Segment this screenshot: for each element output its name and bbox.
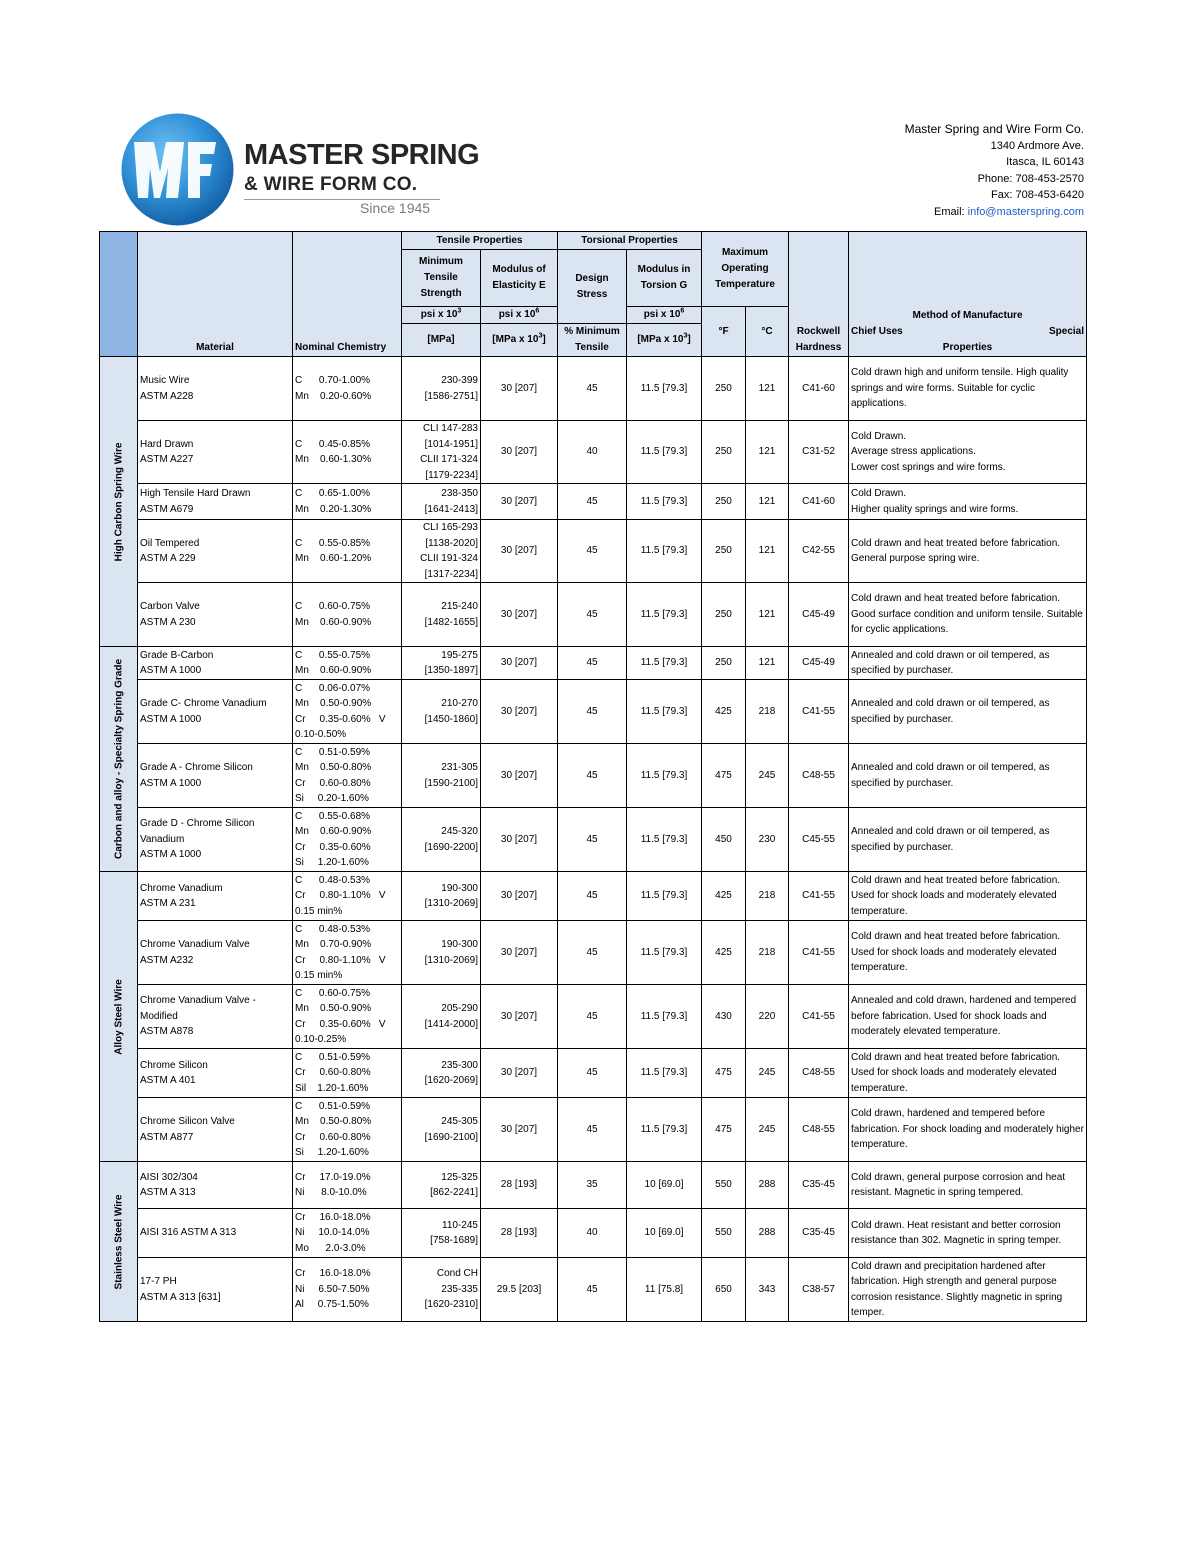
cell-temp-c: 343 (746, 1258, 789, 1322)
cell-material: High Tensile Hard Drawn ASTM A679 (138, 484, 293, 520)
cell-material: Oil Tempered ASTM A 229 (138, 520, 293, 583)
th-modulus-torsion-unit (627, 307, 702, 324)
cell-chemistry: C 0.45-0.85% Mn 0.60-1.30% (293, 421, 402, 484)
cell-design-stress: 45 (558, 520, 627, 583)
cell-material: AISI 316 ASTM A 313 (138, 1209, 293, 1258)
th-special: Special (1048, 326, 1085, 337)
cell-elasticity: 30 [207] (481, 520, 558, 583)
unit-exp: 3 (683, 332, 688, 340)
cell-uses: Cold drawn and heat treated before fabrication. Good surface condition and uniform tensile. Suitable for cyclic applications. (849, 583, 1087, 647)
group-label: Alloy Steel Wire (112, 978, 124, 1055)
table-row (100, 921, 1087, 985)
th-modulus-elasticity: Modulus of Elasticity E (481, 250, 558, 307)
cell-torsion: 11.5 [79.3] (627, 744, 702, 808)
th-chief-uses: Chief Uses (851, 326, 903, 337)
cell-rockwell: C31-52 (789, 421, 849, 484)
th-min-tensile-unit (402, 307, 481, 324)
th-tensile-properties: Tensile Properties (402, 232, 558, 250)
cell-torsion: 11.5 [79.3] (627, 985, 702, 1049)
cell-temp-c: 245 (746, 1049, 789, 1098)
cell-tensile: 230-399 [1586-2751] (402, 357, 481, 421)
table-row (100, 1098, 1087, 1162)
company-email-line (905, 204, 1084, 221)
cell-torsion: 11.5 [79.3] (627, 808, 702, 872)
cell-temp-f: 425 (702, 872, 746, 921)
cell-tensile: CLI 147-283 [1014-1951] CLII 171-324 [1179-2234] (402, 421, 481, 484)
cell-material: Grade C- Chrome Vanadium ASTM A 1000 (138, 680, 293, 744)
cell-temp-f: 250 (702, 520, 746, 583)
cell-elasticity: 28 [193] (481, 1209, 558, 1258)
table-row (100, 484, 1087, 520)
cell-chemistry: C 0.70-1.00% Mn 0.20-0.60% (293, 357, 402, 421)
th-material: Material (138, 232, 293, 357)
cell-elasticity: 30 [207] (481, 484, 558, 520)
th-deg-c: °C (746, 307, 789, 357)
cell-uses: Annealed and cold drawn or oil tempered, as specified by purchaser. (849, 744, 1087, 808)
table-row (100, 583, 1087, 647)
cell-elasticity: 30 [207] (481, 583, 558, 647)
company-contact (905, 121, 1084, 221)
th-method-sub (851, 324, 1084, 340)
unit-text: psi x 10 (498, 309, 536, 320)
cell-elasticity: 30 [207] (481, 421, 558, 484)
company-fax: Fax: 708-453-6420 (991, 189, 1084, 202)
cell-temp-c: 288 (746, 1209, 789, 1258)
group-header-cell (100, 232, 138, 357)
cell-torsion: 11.5 [79.3] (627, 647, 702, 680)
unit-exp: 6 (680, 307, 685, 315)
cell-elasticity: 30 [207] (481, 1098, 558, 1162)
cell-design-stress: 45 (558, 1258, 627, 1322)
cell-tensile: 210-270 [1450-1860] (402, 680, 481, 744)
th-min-tensile-mpa: [MPa] (402, 324, 481, 357)
cell-chemistry: C 0.60-0.75% Mn 0.60-0.90% (293, 583, 402, 647)
th-rockwell: Rockwell Hardness (789, 232, 849, 357)
cell-uses: Cold Drawn. Higher quality springs and wire forms. (849, 484, 1087, 520)
th-modulus-torsion: Modulus in Torsion G (627, 250, 702, 307)
cell-design-stress: 45 (558, 1098, 627, 1162)
cell-material: Grade A - Chrome Silicon ASTM A 1000 (138, 744, 293, 808)
cell-material: Grade B-Carbon ASTM A 1000 (138, 647, 293, 680)
cell-material: 17-7 PH ASTM A 313 [631] (138, 1258, 293, 1322)
th-max-temp: Maximum Operating Temperature (702, 232, 789, 307)
table-row (100, 520, 1087, 583)
th-torsional-properties: Torsional Properties (558, 232, 702, 250)
cell-material: Carbon Valve ASTM A 230 (138, 583, 293, 647)
email-label: Email: (934, 205, 965, 218)
cell-rockwell: C38-57 (789, 1258, 849, 1322)
cell-chemistry: C 0.55-0.85% Mn 0.60-1.20% (293, 520, 402, 583)
cell-tensile: 245-305 [1690-2100] (402, 1098, 481, 1162)
cell-rockwell: C48-55 (789, 744, 849, 808)
cell-rockwell: C35-45 (789, 1162, 849, 1209)
cell-design-stress: 45 (558, 357, 627, 421)
th-min-tensile: Minimum Tensile Strength (402, 250, 481, 307)
th-method (849, 232, 1087, 357)
cell-elasticity: 30 [207] (481, 985, 558, 1049)
cell-temp-c: 245 (746, 1098, 789, 1162)
cell-material: AISI 302/304 ASTM A 313 (138, 1162, 293, 1209)
cell-elasticity: 30 [207] (481, 744, 558, 808)
cell-torsion: 11.5 [79.3] (627, 484, 702, 520)
cell-temp-f: 250 (702, 647, 746, 680)
cell-material: Chrome Silicon ASTM A 401 (138, 1049, 293, 1098)
table-row (100, 421, 1087, 484)
cell-material: Chrome Vanadium Valve ASTM A232 (138, 921, 293, 985)
company-name: Master Spring and Wire Form Co. (904, 122, 1084, 136)
cell-rockwell: C41-55 (789, 680, 849, 744)
th-properties: Properties (942, 342, 993, 353)
cell-elasticity: 30 [207] (481, 921, 558, 985)
cell-tensile: 205-290 [1414-2000] (402, 985, 481, 1049)
company-address: 1340 Ardmore Ave. (990, 139, 1084, 152)
cell-torsion: 10 [69.0] (627, 1162, 702, 1209)
th-modulus-elasticity-mpa: [MPa x $10^3$] (481, 324, 558, 357)
cell-temp-f: 475 (702, 744, 746, 808)
unit-exp: 6 (535, 307, 540, 315)
cell-elasticity: 29.5 [203] (481, 1258, 558, 1322)
cell-elasticity: 30 [207] (481, 808, 558, 872)
cell-elasticity: 28 [193] (481, 1162, 558, 1209)
cell-uses: Cold Drawn. Average stress applications. Lower cost springs and wire forms. (849, 421, 1087, 484)
cell-design-stress: 40 (558, 421, 627, 484)
cell-torsion: 10 [69.0] (627, 1209, 702, 1258)
cell-torsion: 11.5 [79.3] (627, 357, 702, 421)
cell-rockwell: C45-55 (789, 808, 849, 872)
cell-chemistry: C 0.51-0.59% Cr 0.60-0.80% Sil 1.20-1.60% (293, 1049, 402, 1098)
group-label-cell (100, 1162, 138, 1322)
cell-chemistry: C 0.48-0.53% Mn 0.70-0.90% Cr 0.80-1.10% V 0.15 min% (293, 921, 402, 985)
cell-chemistry: C 0.06-0.07% Mn 0.50-0.90% Cr 0.35-0.60% V 0.10-0.50% (293, 680, 402, 744)
cell-tensile: 215-240 [1482-1655] (402, 583, 481, 647)
th-nominal-chemistry: Nominal Chemistry (293, 232, 402, 357)
spring-wire-spec-table (99, 231, 1087, 1322)
cell-uses: Cold drawn and heat treated before fabrication. Used for shock loads and moderately elevated temperature. (849, 921, 1087, 985)
table-row (100, 1049, 1087, 1098)
table-row (100, 1258, 1087, 1322)
cell-temp-f: 425 (702, 921, 746, 985)
th-deg-f: °F (702, 307, 746, 357)
cell-rockwell: C41-55 (789, 921, 849, 985)
cell-tensile: CLI 165-293 [1138-2020] CLII 191-324 [1317-2234] (402, 520, 481, 583)
table-row (100, 1162, 1087, 1209)
cell-material: Chrome Silicon Valve ASTM A877 (138, 1098, 293, 1162)
cell-rockwell: C41-60 (789, 357, 849, 421)
brand-since: Since 1945 (360, 200, 431, 216)
email-link[interactable]: info@masterspring.com (967, 205, 1084, 218)
company-phone: Phone: 708-453-2570 (977, 172, 1084, 185)
cell-temp-f: 250 (702, 484, 746, 520)
th-method-title: Method of Manufacture (912, 310, 1023, 321)
table-row (100, 872, 1087, 921)
cell-chemistry: C 0.51-0.59% Mn 0.50-0.80% Cr 0.60-0.80% Si 0.20-1.60% (293, 744, 402, 808)
company-city: Itasca, IL 60143 (1006, 156, 1084, 169)
cell-tensile: 195-275 [1350-1897] (402, 647, 481, 680)
cell-material: Chrome Vanadium Valve - Modified ASTM A878 (138, 985, 293, 1049)
spec-table-body (100, 357, 1087, 1322)
cell-torsion: 11.5 [79.3] (627, 1049, 702, 1098)
cell-torsion: 11.5 [79.3] (627, 583, 702, 647)
cell-torsion: 11.5 [79.3] (627, 1098, 702, 1162)
cell-design-stress: 35 (558, 1162, 627, 1209)
cell-elasticity: 30 [207] (481, 680, 558, 744)
cell-rockwell: C48-55 (789, 1098, 849, 1162)
cell-tensile: 245-320 [1690-2200] (402, 808, 481, 872)
group-label-cell (100, 357, 138, 647)
th-modulus-torsion-mpa: [MPa x $10^3$] (627, 324, 702, 357)
cell-torsion: 11.5 [79.3] (627, 520, 702, 583)
cell-torsion: 11.5 [79.3] (627, 872, 702, 921)
cell-tensile: 190-300 [1310-2069] (402, 872, 481, 921)
cell-temp-f: 475 (702, 1049, 746, 1098)
cell-elasticity: 30 [207] (481, 872, 558, 921)
cell-temp-c: 121 (746, 520, 789, 583)
cell-chemistry: C 0.65-1.00% Mn 0.20-1.30% (293, 484, 402, 520)
cell-temp-f: 550 (702, 1209, 746, 1258)
group-label: Stainless Steel Wire (112, 1194, 124, 1289)
table-row (100, 680, 1087, 744)
cell-temp-c: 218 (746, 872, 789, 921)
cell-uses: Cold drawn high and uniform tensile. High quality springs and wire forms. Suitable for cyclic applications. (849, 357, 1087, 421)
cell-material: Music Wire ASTM A228 (138, 357, 293, 421)
cell-temp-c: 220 (746, 985, 789, 1049)
cell-chemistry: Cr 16.0-18.0% Ni 10.0-14.0% Mo 2.0-3.0% (293, 1209, 402, 1258)
cell-temp-f: 430 (702, 985, 746, 1049)
group-label: High Carbon Spring Wire (112, 442, 124, 561)
cell-uses: Annealed and cold drawn or oil tempered, as specified by purchaser. (849, 808, 1087, 872)
cell-material: Grade D - Chrome Silicon Vanadium ASTM A 1000 (138, 808, 293, 872)
cell-design-stress: 45 (558, 583, 627, 647)
cell-design-stress: 45 (558, 1049, 627, 1098)
cell-temp-f: 650 (702, 1258, 746, 1322)
cell-chemistry: Cr 17.0-19.0% Ni 8.0-10.0% (293, 1162, 402, 1209)
unit-text: psi x 10 (420, 309, 458, 320)
cell-uses: Cold drawn, general purpose corrosion and heat resistant. Magnetic in spring tempered. (849, 1162, 1087, 1209)
cell-elasticity: 30 [207] (481, 647, 558, 680)
cell-tensile: Cond CH 235-335 [1620-2310] (402, 1258, 481, 1322)
group-label-cell (100, 647, 138, 872)
cell-temp-c: 121 (746, 484, 789, 520)
unit-exp: 3 (457, 307, 462, 315)
cell-tensile: 110-245 [758-1689] (402, 1209, 481, 1258)
cell-chemistry: C 0.55-0.75% Mn 0.60-0.90% (293, 647, 402, 680)
cell-rockwell: C41-55 (789, 985, 849, 1049)
cell-temp-c: 121 (746, 357, 789, 421)
cell-tensile: 238-350 [1641-2413] (402, 484, 481, 520)
cell-design-stress: 45 (558, 484, 627, 520)
th-design-stress: Design Stress (558, 250, 627, 324)
cell-torsion: 11.5 [79.3] (627, 921, 702, 985)
group-label-cell (100, 872, 138, 1162)
unit-text: psi x 10 (643, 309, 681, 320)
cell-torsion: 11.5 [79.3] (627, 421, 702, 484)
cell-design-stress: 45 (558, 744, 627, 808)
cell-uses: Cold drawn, hardened and tempered before fabrication. For shock loading and moderately higher temperature. (849, 1098, 1087, 1162)
cell-design-stress: 45 (558, 872, 627, 921)
cell-torsion: 11.5 [79.3] (627, 680, 702, 744)
cell-uses: Cold drawn and heat treated before fabrication. General purpose spring wire. (849, 520, 1087, 583)
cell-rockwell: C45-49 (789, 583, 849, 647)
cell-temp-c: 121 (746, 583, 789, 647)
th-modulus-elasticity-unit (481, 307, 558, 324)
cell-rockwell: C45-49 (789, 647, 849, 680)
cell-chemistry: Cr 16.0-18.0% Ni 6.50-7.50% Al 0.75-1.50% (293, 1258, 402, 1322)
cell-design-stress: 45 (558, 647, 627, 680)
cell-chemistry: C 0.55-0.68% Mn 0.60-0.90% Cr 0.35-0.60% Si 1.20-1.60% (293, 808, 402, 872)
cell-design-stress: 45 (558, 985, 627, 1049)
cell-temp-f: 250 (702, 421, 746, 484)
cell-elasticity: 30 [207] (481, 357, 558, 421)
cell-design-stress: 45 (558, 808, 627, 872)
table-row (100, 357, 1087, 421)
cell-chemistry: C 0.48-0.53% Cr 0.80-1.10% V 0.15 min% (293, 872, 402, 921)
table-row (100, 808, 1087, 872)
cell-design-stress: 45 (558, 680, 627, 744)
cell-uses: Annealed and cold drawn or oil tempered, as specified by purchaser. (849, 680, 1087, 744)
unit-text: [MPa x 10 (637, 334, 684, 345)
logo-globe-icon (120, 112, 235, 227)
cell-uses: Annealed and cold drawn, hardened and tempered before fabrication. Used for shock loads and moderately elevated temperature. (849, 985, 1087, 1049)
cell-tensile: 231-305 [1590-2100] (402, 744, 481, 808)
cell-temp-c: 121 (746, 647, 789, 680)
cell-temp-c: 245 (746, 744, 789, 808)
unit-text: [MPa x 10 (492, 334, 539, 345)
cell-rockwell: C41-55 (789, 872, 849, 921)
cell-design-stress: 40 (558, 1209, 627, 1258)
cell-design-stress: 45 (558, 921, 627, 985)
cell-temp-f: 250 (702, 583, 746, 647)
cell-temp-f: 425 (702, 680, 746, 744)
cell-uses: Cold drawn and heat treated before fabrication. Used for shock loads and moderately elevated temperature. (849, 1049, 1087, 1098)
cell-chemistry: C 0.51-0.59% Mn 0.50-0.80% Cr 0.60-0.80% Si 1.20-1.60% (293, 1098, 402, 1162)
cell-torsion: 11 [75.8] (627, 1258, 702, 1322)
cell-uses: Cold drawn and heat treated before fabrication. Used for shock loads and moderately elevated temperature. (849, 872, 1087, 921)
cell-temp-f: 550 (702, 1162, 746, 1209)
cell-temp-c: 288 (746, 1162, 789, 1209)
cell-rockwell: C48-55 (789, 1049, 849, 1098)
table-row (100, 647, 1087, 680)
cell-temp-c: 121 (746, 421, 789, 484)
cell-uses: Annealed and cold drawn or oil tempered, as specified by purchaser. (849, 647, 1087, 680)
cell-uses: Cold drawn and precipitation hardened after fabrication. High strength and general purpose corrosion resistance. Slightly magnetic in spring temper. (849, 1258, 1087, 1322)
cell-rockwell: C42-55 (789, 520, 849, 583)
cell-rockwell: C41-60 (789, 484, 849, 520)
th-design-stress-unit: % Minimum Tensile (558, 324, 627, 357)
cell-temp-f: 450 (702, 808, 746, 872)
cell-temp-f: 475 (702, 1098, 746, 1162)
cell-rockwell: C35-45 (789, 1209, 849, 1258)
cell-tensile: 190-300 [1310-2069] (402, 921, 481, 985)
group-label: Carbon and alloy - Specialty Spring Grade (112, 658, 124, 860)
company-logo (120, 112, 480, 227)
table-row (100, 744, 1087, 808)
table-row (100, 985, 1087, 1049)
table-row (100, 1209, 1087, 1258)
cell-temp-c: 218 (746, 921, 789, 985)
unit-exp: 3 (538, 332, 543, 340)
cell-material: Chrome Vanadium ASTM A 231 (138, 872, 293, 921)
cell-temp-c: 218 (746, 680, 789, 744)
cell-chemistry: C 0.60-0.75% Mn 0.50-0.90% Cr 0.35-0.60% V 0.10-0.25% (293, 985, 402, 1049)
cell-tensile: 125-325 [862-2241] (402, 1162, 481, 1209)
brand-name: MASTER SPRING (244, 139, 480, 171)
cell-elasticity: 30 [207] (481, 1049, 558, 1098)
cell-temp-c: 230 (746, 808, 789, 872)
cell-temp-f: 250 (702, 357, 746, 421)
cell-uses: Cold drawn. Heat resistant and better corrosion resistance than 302. Magnetic in spring temper. (849, 1209, 1087, 1258)
cell-tensile: 235-300 [1620-2069] (402, 1049, 481, 1098)
brand-subtitle: & WIRE FORM CO. (244, 174, 418, 195)
cell-material: Hard Drawn ASTM A227 (138, 421, 293, 484)
